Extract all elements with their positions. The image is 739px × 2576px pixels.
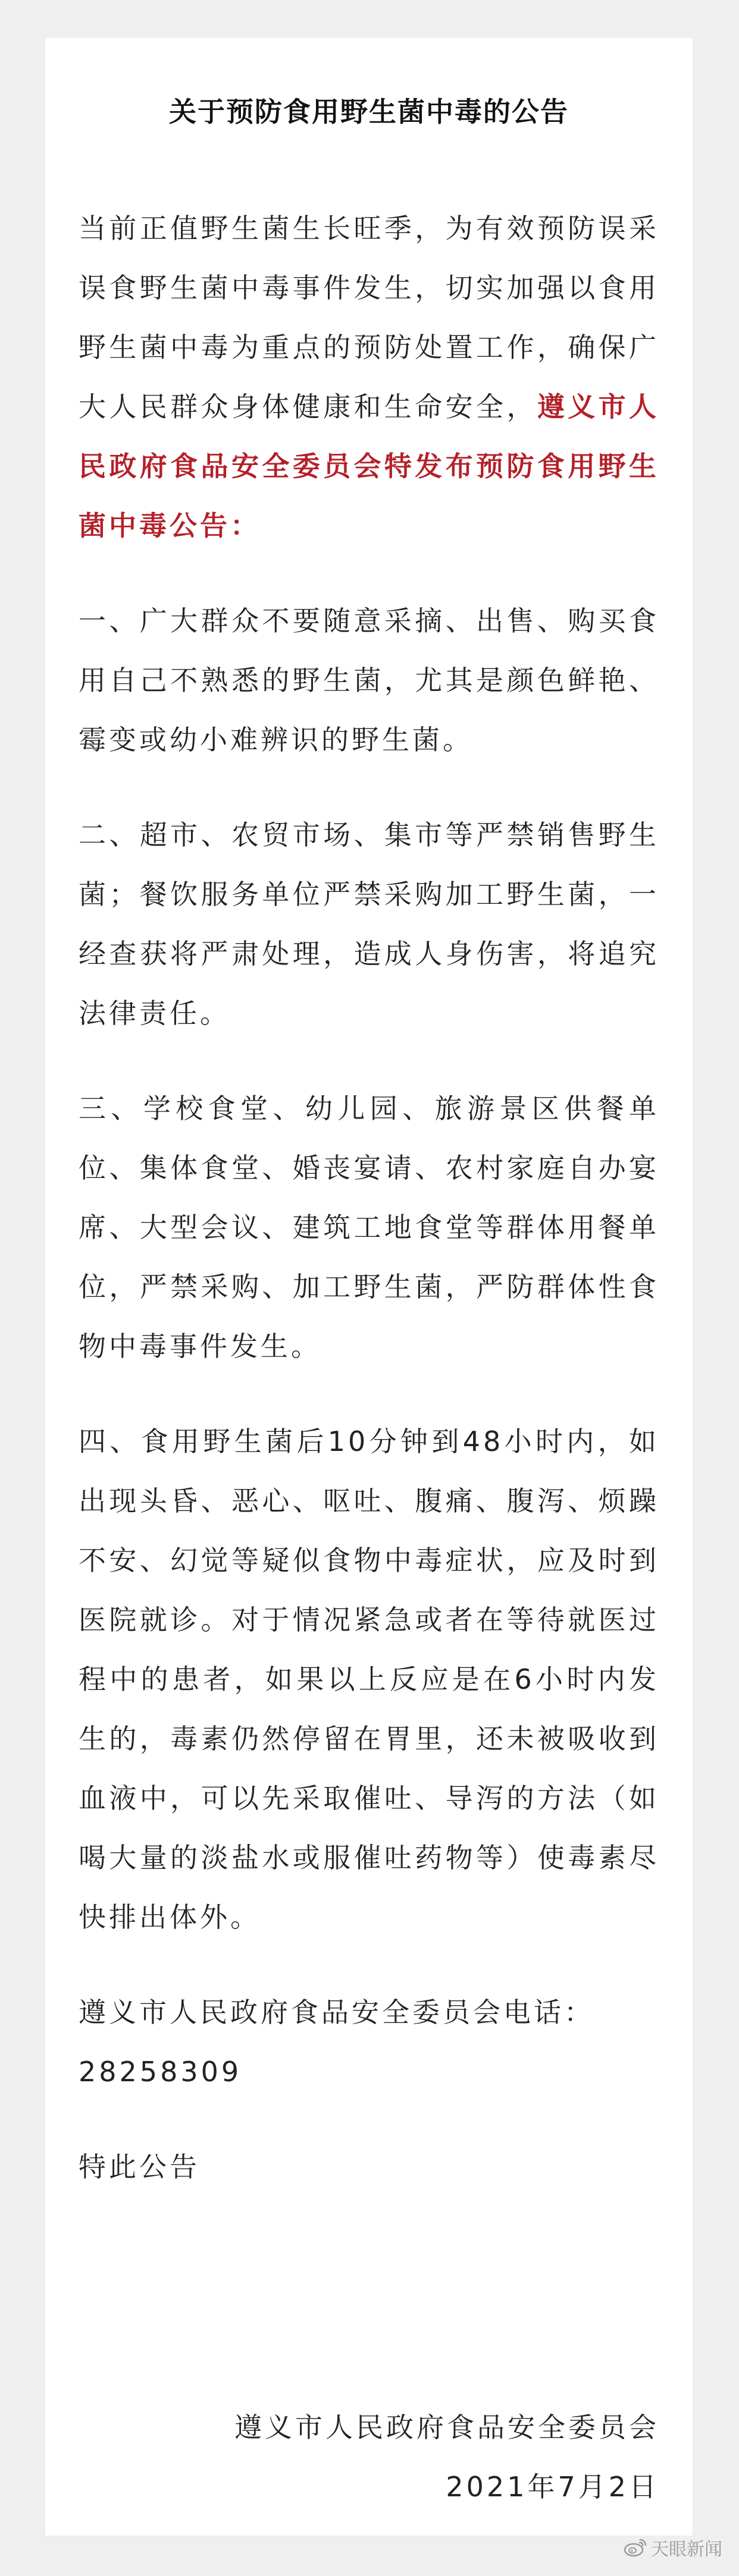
watermark-text: 天眼新闻 <box>651 2539 722 2560</box>
notice-card <box>45 38 693 2536</box>
item-4: 四、食用野生菌后10分钟到48小时内，如出现头昏、恶心、呕吐、腹痛、腹泻、烦躁不安、幻觉等疑似食物中毒症状，应及时到医院就诊。对于情况紧急或者在等待就医过程中的患者，如果以上反应是在6小时内发生的，毒素仍然停留在胃里，还未被吸收到血液中，可以先采取催吐、导泻的方法（如喝大量的淡盐水或服催吐药物等）使毒素尽快排出体外。 <box>79 1425 659 1933</box>
signature-block <box>234 2398 659 2517</box>
notice-body <box>79 199 659 2197</box>
intro-paragraph <box>79 199 659 555</box>
weibo-icon <box>624 2537 647 2558</box>
intro-highlight: 遵义市人民政府食品安全委员会特发布预防食用野生菌中毒公告： <box>79 391 660 542</box>
intro-text: 当前正值野生菌生长旺季，为有效预防误采误食野生菌中毒事件发生，切实加强以食用野生菌中毒为重点的预防处置工作，确保广大人民群众身体健康和生命安全， <box>79 212 659 423</box>
signature: 遵义市人民政府食品安全委员会 <box>234 2411 659 2443</box>
phone-label: 遵义市人民政府食品安全委员会电话： <box>79 1996 594 2028</box>
notice-title: 关于预防食用野生菌中毒的公告 <box>169 96 569 128</box>
phone-paragraph <box>79 1983 659 2101</box>
item-2: 二、超市、农贸市场、集市等严禁销售野生菌；餐饮服务单位严禁采购加工野生菌，一经查获将严肃处理，造成人身伤害，将追究法律责任。 <box>79 819 659 1029</box>
notice-date: 2021年7月2日 <box>446 2471 659 2503</box>
watermark <box>624 2534 722 2561</box>
closing-text: 特此公告 <box>79 2151 200 2183</box>
item-1: 一、广大群众不要随意采摘、出售、购买食用自己不熟悉的野生菌，尤其是颜色鲜艳、霉变或幼小难辨识的野生菌。 <box>79 605 659 756</box>
phone-number: 28258309 <box>79 2056 242 2088</box>
item-3: 三、学校食堂、幼儿园、旅游景区供餐单位、集体食堂、婚丧宴请、农村家庭自办宴席、大型会议、建筑工地食堂等群体用餐单位，严禁采购、加工野生菌，严防群体性食物中毒事件发生。 <box>79 1092 659 1362</box>
